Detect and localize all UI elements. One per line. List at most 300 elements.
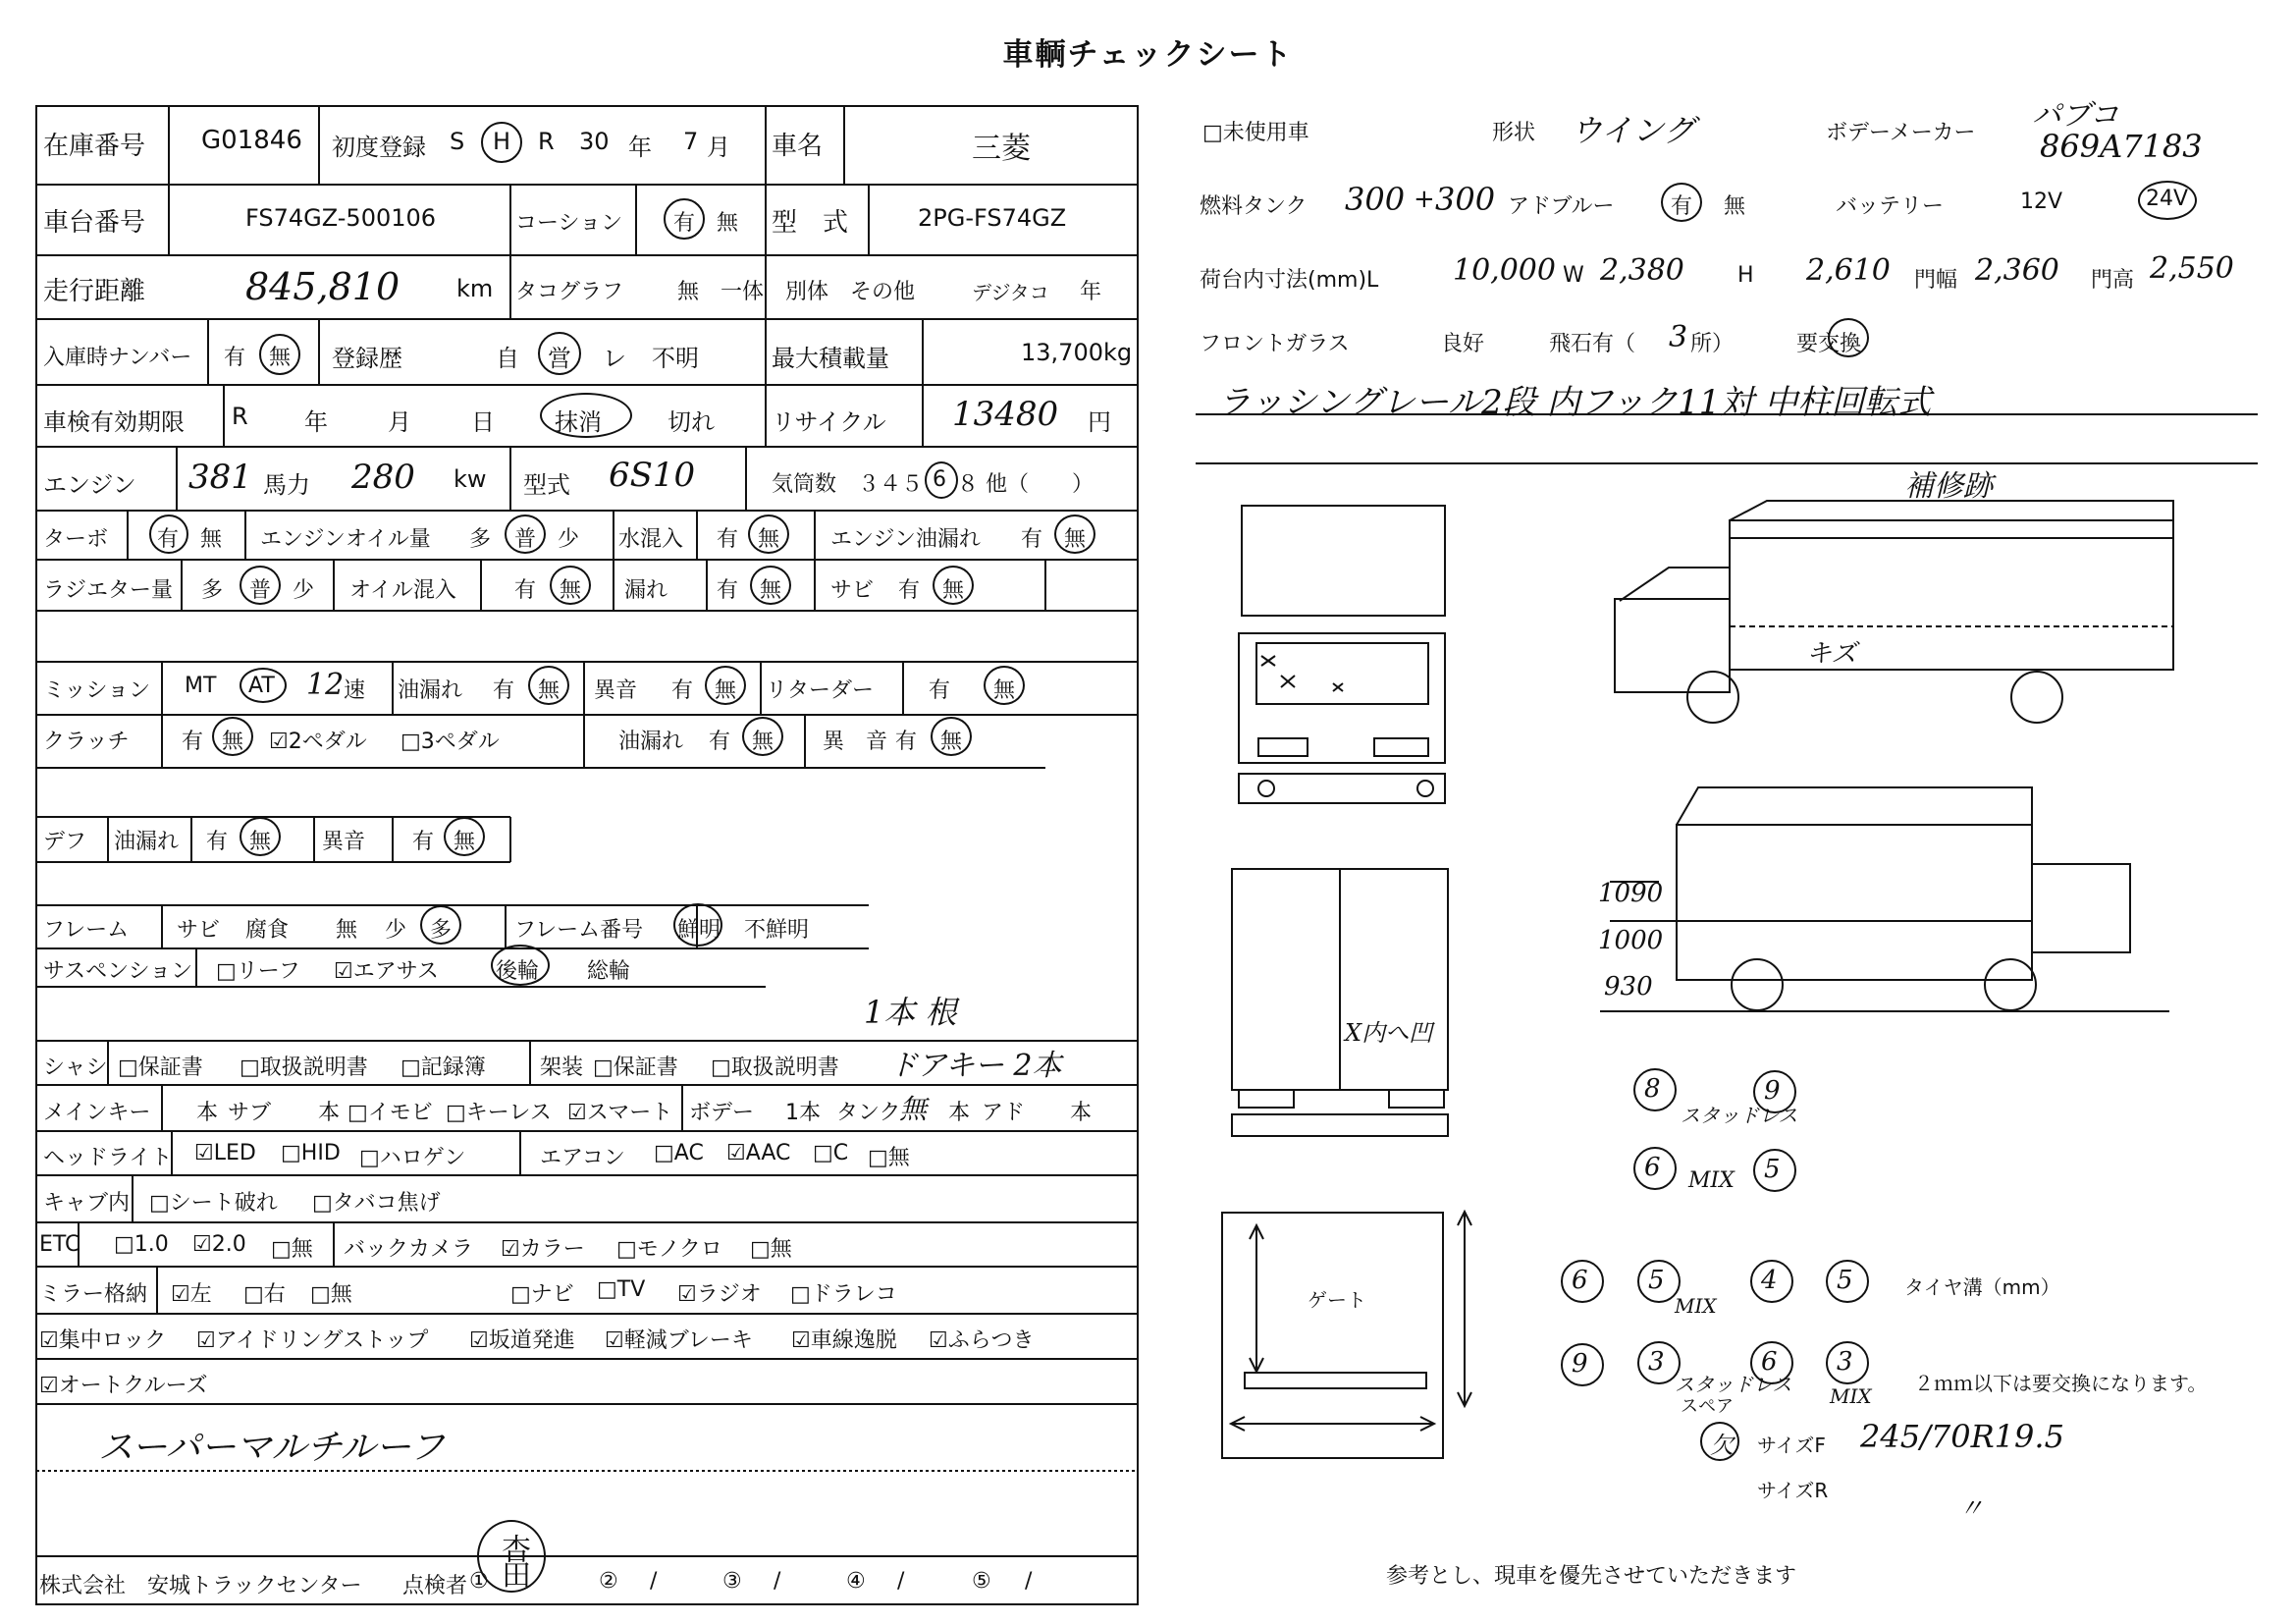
aircon-label: エアコン: [540, 1146, 625, 1170]
smart-key-label: スマート: [586, 1101, 673, 1125]
front-view-wheel-left: [1258, 781, 1274, 796]
body-maker-label: ボデーメーカー: [1826, 121, 1976, 145]
chassis-warranty: □保証書: [118, 1056, 203, 1080]
clutch-noise-yes: 有: [895, 730, 918, 754]
battery-label: バッテリー: [1836, 194, 1945, 219]
front-view-cargo: [1242, 506, 1445, 616]
cigarette-burn: □タバコ焦げ: [312, 1191, 441, 1216]
oil-mix-label: オイル混入: [349, 578, 456, 603]
inspection-expiry-label: 車検有効期限: [43, 408, 185, 436]
mission-noise-no: 無: [715, 678, 737, 703]
side-view-right-front-wheel: [1687, 672, 1738, 723]
frame-none: 無: [336, 918, 358, 943]
tire-value-6: 6: [1644, 1153, 1661, 1182]
hill-start: ☑坂道発進: [469, 1328, 575, 1353]
tachograph-digital: デジタコ: [972, 281, 1049, 304]
adblue-key-label: アド: [982, 1101, 1026, 1125]
leak-no: 無: [760, 578, 782, 603]
tire-r1-2: 5: [1648, 1266, 1665, 1295]
retarder-label: リターダー: [766, 678, 875, 703]
smart-key: ☑スマート: [567, 1101, 673, 1125]
oil-level-few: 少: [558, 527, 580, 552]
suspension-leaf-label: リーフ: [236, 959, 300, 984]
clutch-oil-leak-yes: 有: [709, 730, 731, 754]
checker-1: ①: [469, 1569, 489, 1594]
recycle-yen: 円: [1088, 408, 1111, 436]
chassis-docs-label: シャシ: [43, 1056, 108, 1080]
front-view-scratch-marks: [1261, 656, 1343, 691]
stock-number-value: G01846: [201, 126, 302, 155]
immobilizer-label: イモビ: [367, 1101, 433, 1125]
engine-oil-leak-yes: 有: [1021, 527, 1043, 552]
history-rental: レ: [603, 345, 626, 372]
diff-label: デフ: [43, 830, 87, 854]
mirror-right: □右: [243, 1282, 286, 1307]
mission-oil-leak-no: 無: [538, 678, 561, 703]
turbo-no: 無: [200, 527, 223, 552]
height-1090: 1090: [1598, 879, 1664, 908]
side-view-left-rear-wheel: [1732, 959, 1783, 1010]
headlight-led: ☑LED: [194, 1141, 256, 1165]
handwritten-door-key: ドアキー 2本: [888, 1049, 1062, 1083]
side-view-right-cab-top: [1620, 568, 1730, 601]
history-unknown: 不明: [652, 345, 699, 372]
mirror-none-label: 無: [330, 1282, 352, 1307]
adblue-no: 無: [1724, 194, 1746, 219]
vehicle-name-value: 三菱: [972, 132, 1031, 166]
chassis-record-label: 記録簿: [420, 1056, 486, 1080]
front-view-wheel-right: [1417, 781, 1433, 796]
windshield-replace: 要交換: [1796, 332, 1862, 356]
tire-r2-4: 3: [1837, 1347, 1853, 1377]
body-warranty-label: 保証書: [613, 1056, 678, 1080]
radio: ☑ラジオ: [677, 1282, 762, 1307]
height-1000: 1000: [1598, 926, 1664, 955]
tire-studless-2: スタッドレス: [1675, 1373, 1792, 1396]
battery-12v: 12V: [2020, 189, 2063, 214]
gate-label: ゲート: [1308, 1288, 1366, 1312]
caution-yes: 有: [673, 211, 696, 236]
body-serial: 869A7183: [2040, 128, 2203, 165]
headlight-hid: □HID: [281, 1141, 341, 1165]
radio-label: ラジオ: [696, 1282, 762, 1307]
auto-cruise: ☑オートクルーズ: [39, 1374, 208, 1398]
clutch-three-pedal-label: 3ペダル: [420, 730, 500, 754]
lane-departure: ☑車線逸脱: [791, 1328, 897, 1353]
etc-2: ☑2.0: [192, 1232, 246, 1257]
engine-type-value: 6S10: [609, 456, 696, 495]
engine-displacement: 381: [188, 458, 252, 497]
rust-no: 無: [942, 578, 965, 603]
cylinders-six: 6: [933, 467, 946, 492]
max-load-value: 13,700kg: [1021, 339, 1133, 366]
sub-key-count: 本: [318, 1101, 341, 1125]
shape-value: ウイング: [1571, 112, 1695, 149]
body-key-count: 1本: [785, 1101, 821, 1125]
idling-stop-label: アイドリングストップ: [215, 1328, 429, 1353]
aircon-none-label: 無: [887, 1146, 910, 1170]
clutch-oil-leak-label: 油漏れ: [618, 730, 684, 754]
tire-r2-1: 9: [1572, 1349, 1588, 1379]
spare-label: スペア: [1681, 1396, 1734, 1417]
body-manual-label: 取扱説明書: [730, 1056, 839, 1080]
reference-note: 参考とし、現車を優先させていただきます: [1386, 1564, 1797, 1589]
checker-2-slash: /: [650, 1569, 658, 1594]
immobilizer: □イモビ: [347, 1101, 433, 1125]
etc-2-label: 2.0: [211, 1232, 246, 1257]
back-camera-color-label: カラー: [519, 1237, 585, 1262]
aircon-ac-label: AC: [673, 1141, 704, 1165]
gate-view-frame: [1222, 1213, 1443, 1458]
suspension-air: ☑エアサス: [334, 959, 439, 984]
adblue-key-unit: 本: [1070, 1101, 1093, 1125]
engine-type-label: 型式: [523, 471, 570, 499]
suspension-total: 総輪: [587, 959, 631, 984]
seat-torn-label: シート破れ: [169, 1191, 278, 1216]
etc-1-label: 1.0: [133, 1232, 169, 1257]
windshield-chip-count: 3: [1669, 320, 1688, 354]
rear-view-lamp-left: [1239, 1090, 1294, 1108]
seat-torn: □シート破れ: [149, 1191, 278, 1216]
door-height: 2,550: [2150, 251, 2234, 286]
diff-oil-leak-no: 無: [249, 830, 272, 854]
side-view-right-cab: [1615, 599, 1730, 692]
tire-value-8: 8: [1644, 1074, 1661, 1104]
fuel-tank-b: 300: [1435, 181, 1496, 218]
oil-mix-no: 無: [560, 578, 582, 603]
registration-month: 7: [683, 128, 699, 155]
month-unit: 月: [707, 134, 730, 161]
side-view-left-cab: [2032, 864, 2130, 952]
engine-label: エンジン: [43, 471, 136, 499]
turbo-yes: 有: [157, 527, 180, 552]
cargo-height-label: H: [1737, 263, 1754, 288]
tank-key-unit: 本: [948, 1101, 971, 1125]
checker-stamp-text: 杏田: [496, 1534, 530, 1585]
frame-many: 多: [430, 918, 453, 943]
spare-mark: 欠: [1710, 1432, 1734, 1459]
water-mix-yes: 有: [717, 527, 739, 552]
tachograph-options: 無 一体 別体 その他: [677, 280, 916, 304]
frame-number-label: フレーム番号: [514, 918, 644, 943]
tire-mix-2: MIX: [1830, 1384, 1872, 1408]
central-lock-label: 集中ロック: [58, 1328, 167, 1353]
mileage-unit: km: [456, 275, 494, 302]
mission-at: AT: [248, 674, 275, 698]
headlight-hid-label: HID: [300, 1141, 341, 1165]
tachograph-label: タコグラフ: [515, 280, 624, 304]
unused-vehicle: □未使用車: [1202, 121, 1309, 145]
turbo-label: ターボ: [43, 527, 109, 552]
inspection-canceled: 抹消: [555, 408, 602, 436]
tire-r1-3: 4: [1761, 1266, 1778, 1295]
caution-label: コーション: [515, 211, 623, 236]
windshield-label: フロントガラス: [1200, 332, 1350, 356]
tire-studless-label: スタッドレス: [1681, 1104, 1798, 1127]
model-value: 2PG-FS74GZ: [918, 204, 1067, 232]
entry-plate-no: 無: [269, 346, 292, 370]
clutch-noise-label: 異 音: [823, 730, 888, 754]
front-view-bumper: [1239, 774, 1445, 803]
hill-start-label: 坂道発進: [488, 1328, 575, 1353]
engine-oil-leak-label: エンジン油漏れ: [830, 527, 981, 552]
front-view-headlight-left: [1258, 738, 1308, 756]
body-maker-value: パブコ: [2032, 98, 2119, 133]
tire-mix-label: MIX: [1688, 1168, 1735, 1193]
oil-level-normal: 普: [514, 527, 537, 552]
horsepower-value: 280: [351, 458, 415, 497]
aircon-aac: ☑AAC: [726, 1141, 791, 1165]
mission-oil-leak-label: 油漏れ: [398, 678, 463, 703]
main-key-count: 本: [196, 1101, 219, 1125]
idling-stop: ☑アイドリングストップ: [196, 1328, 429, 1353]
aircon-c-label: C: [832, 1141, 849, 1165]
inspection-expired: 切れ: [667, 408, 715, 436]
side-view-right-rear-wheel: [2011, 672, 2062, 723]
aircon-none: □無: [868, 1146, 910, 1170]
tire-mix-1: MIX: [1675, 1294, 1717, 1318]
diff-noise-no: 無: [454, 830, 476, 854]
water-mix-no: 無: [758, 527, 780, 552]
central-lock: ☑集中ロック: [39, 1328, 167, 1353]
headlight-halogen: □ハロゲン: [359, 1146, 466, 1170]
door-height-label: 門高: [2091, 268, 2135, 293]
rust-label: サビ: [830, 578, 875, 603]
frame-label: フレーム: [43, 918, 130, 943]
mirror-left: ☑左: [171, 1282, 212, 1307]
clutch-no: 無: [222, 730, 244, 754]
era-r: R: [538, 128, 555, 155]
tire-r2-3: 6: [1761, 1347, 1778, 1377]
mission-noise-yes: 有: [671, 678, 694, 703]
mirror-label: ミラー格納: [39, 1282, 148, 1307]
dashcam: □ドラレコ: [790, 1282, 897, 1307]
battery-24v: 24V: [2146, 187, 2189, 211]
frame-rust: サビ: [177, 918, 221, 943]
front-view-headlight-right: [1374, 738, 1428, 756]
clutch-two-pedal: ☑2ペダル: [269, 730, 367, 754]
kw-unit: kw: [454, 465, 487, 493]
history-commercial: 営: [548, 345, 571, 372]
tire-size-front-value: 245/70R19.5: [1860, 1418, 2064, 1455]
diff-noise-yes: 有: [412, 830, 435, 854]
side-view-left-front-wheel: [1985, 959, 2036, 1010]
vehicle-name-label: 車名: [772, 132, 824, 161]
mileage-value: 845,810: [245, 265, 400, 308]
chassis-record: □記録簿: [400, 1056, 486, 1080]
diff-noise-label: 異音: [322, 830, 366, 854]
side-view-left-roof: [1677, 787, 2032, 825]
auto-cruise-label: オートクルーズ: [58, 1374, 208, 1398]
diff-oil-leak-label: 油漏れ: [114, 830, 180, 854]
checker-2: ②: [599, 1569, 618, 1594]
tank-key-label: タンク: [836, 1101, 901, 1125]
era-s: S: [450, 128, 465, 155]
oil-level-label: エンジンオイル量: [260, 527, 431, 552]
mitigation-brake: ☑軽減ブレーキ: [605, 1328, 753, 1353]
inspection-month: 月: [388, 408, 411, 436]
chassis-number-value: FS74GZ-500106: [245, 204, 437, 232]
registration-year: 30: [579, 128, 610, 155]
etc-1: □1.0: [114, 1232, 169, 1257]
fuel-plus: +: [1414, 185, 1435, 214]
frame-number-clear: 鮮明: [677, 918, 721, 943]
tire-value-9: 9: [1764, 1076, 1781, 1106]
mission-speed-unit: 速: [344, 678, 366, 703]
recycle-value: 13480: [952, 395, 1059, 434]
checker-5: ⑤: [972, 1569, 991, 1594]
tire-value-5: 5: [1764, 1155, 1781, 1184]
suspension-label: サスペンション: [43, 959, 193, 984]
adblue-yes: 有: [1671, 194, 1693, 219]
etc-none-label: 無: [291, 1237, 313, 1262]
etc-none: □無: [271, 1237, 313, 1262]
aircon-ac: □AC: [654, 1141, 704, 1165]
side-view-right-cargo: [1730, 520, 2173, 670]
cab-label: キャブ内: [43, 1191, 131, 1216]
entry-plate-yes: 有: [224, 346, 246, 370]
cargo-height: 2,610: [1806, 253, 1891, 288]
recycle-label: リサイクル: [772, 408, 886, 436]
tv: □TV: [597, 1277, 646, 1302]
stock-number-label: 在庫番号: [43, 132, 146, 161]
tire-size-rear-label: サイズR: [1757, 1479, 1829, 1502]
clutch-two-pedal-label: 2ペダル: [288, 730, 367, 754]
year-unit: 年: [628, 134, 652, 161]
wobble-warning: ☑ふらつき: [929, 1328, 1035, 1353]
suspension-air-label: エアサス: [352, 959, 439, 984]
leak-label: 漏れ: [624, 578, 668, 603]
headlight-label: ヘッドライト: [43, 1146, 173, 1170]
radiator-normal: 普: [249, 578, 272, 603]
chassis-manual: □取扱説明書: [240, 1056, 368, 1080]
mirror-left-label: 左: [189, 1282, 212, 1307]
handwritten-key-top: 1本 根: [864, 994, 957, 1031]
water-mix-label: 水混入: [618, 527, 684, 552]
rear-inside-note: X内へ凹: [1345, 1019, 1433, 1047]
clutch-three-pedal: □3ペダル: [400, 730, 500, 754]
lane-departure-label: 車線逸脱: [810, 1328, 897, 1353]
cylinders-label: 気筒数: [772, 472, 837, 497]
chassis-manual-label: 取扱説明書: [259, 1056, 368, 1080]
model-label: 型 式: [772, 208, 849, 238]
frame-corrosion: 腐食: [245, 918, 290, 943]
caution-no: 無: [717, 211, 739, 236]
cylinders-rest: ８ 他（ ）: [957, 472, 1094, 497]
engine-oil-leak-no: 無: [1064, 527, 1087, 552]
radiator-few: 少: [293, 578, 315, 603]
wobble-warning-label: ふらつき: [947, 1328, 1035, 1353]
era-h: H: [493, 128, 511, 155]
cigarette-burn-label: タバコ焦げ: [332, 1191, 441, 1216]
gate-view-lift: [1245, 1373, 1426, 1388]
clutch-yes: 有: [182, 730, 204, 754]
back-camera-label: バックカメラ: [344, 1237, 474, 1262]
dashcam-label: ドラレコ: [810, 1282, 897, 1307]
cylinders-options: ３４５: [858, 472, 924, 497]
shape-label: 形状: [1492, 121, 1536, 145]
fuel-tank-a: 300: [1345, 181, 1406, 218]
clutch-label: クラッチ: [43, 730, 130, 754]
front-view-windshield: [1256, 643, 1428, 704]
headlight-led-label: LED: [213, 1141, 256, 1165]
tire-r1-4: 5: [1837, 1266, 1853, 1295]
entry-plate-label: 入庫時ナンバー: [43, 346, 192, 370]
oil-level-many: 多: [469, 527, 492, 552]
back-camera-none: □無: [750, 1237, 792, 1262]
mileage-label: 走行距離: [43, 277, 146, 306]
body-warranty: □保証書: [593, 1056, 678, 1080]
windshield-chip-tail: 所）: [1690, 332, 1735, 356]
height-930: 930: [1604, 972, 1653, 1001]
adblue-label: アドブルー: [1508, 194, 1615, 219]
inspection-year: 年: [304, 408, 328, 436]
mirror-right-label: 右: [263, 1282, 286, 1307]
retarder-yes: 有: [929, 678, 951, 703]
checker-4-slash: /: [897, 1569, 905, 1594]
tire-size-rear-value: 〃: [1958, 1494, 1985, 1524]
door-width: 2,360: [1975, 253, 2059, 288]
main-key-label: メインキー: [43, 1101, 151, 1125]
clutch-noise-no: 無: [940, 730, 963, 754]
windshield-good: 良好: [1441, 332, 1485, 356]
back-camera-mono: □モノクロ: [616, 1237, 722, 1262]
body-key-label: ボデー: [689, 1101, 755, 1125]
checker-5-slash: /: [1025, 1569, 1033, 1594]
checker-label: 点検者: [402, 1574, 468, 1598]
rust-yes: 有: [898, 578, 921, 603]
cargo-width: 2,380: [1600, 253, 1684, 288]
repair-mark-label: 補修跡: [1904, 469, 1993, 504]
checker-3: ③: [722, 1569, 742, 1594]
fuel-tank-label: 燃料タンク: [1200, 194, 1308, 219]
checker-3-slash: /: [774, 1569, 781, 1594]
horsepower-label: 馬力: [263, 471, 310, 499]
mission-mt: MT: [185, 674, 217, 698]
registration-history-label: 登録歴: [332, 345, 402, 372]
company-name: 株式会社 安城トラックセンター: [39, 1574, 362, 1598]
back-camera-mono-label: モノクロ: [636, 1237, 722, 1262]
oil-mix-yes: 有: [514, 578, 537, 603]
radiator-label: ラジエター量: [43, 578, 174, 603]
radiator-many: 多: [201, 578, 224, 603]
tire-r1-1: 6: [1572, 1266, 1588, 1295]
cargo-dims-label: 荷台内寸法(mm)L: [1200, 268, 1379, 293]
aircon-c: □C: [813, 1141, 849, 1165]
headlight-halogen-label: ハロゲン: [379, 1146, 466, 1170]
frame-few: 少: [385, 918, 407, 943]
chassis-number-label: 車台番号: [43, 208, 146, 238]
etc-label: ETC: [39, 1232, 80, 1257]
door-width-label: 門幅: [1914, 268, 1958, 293]
mitigation-brake-label: 軽減ブレーキ: [623, 1328, 753, 1353]
max-load-label: 最大積載量: [772, 345, 889, 372]
body-manual: □取扱説明書: [711, 1056, 839, 1080]
diff-oil-leak-yes: 有: [206, 830, 229, 854]
inspection-day: 日: [471, 408, 495, 436]
body-docs-label: 架装: [540, 1056, 584, 1080]
checker-4: ④: [846, 1569, 866, 1594]
tv-label: TV: [616, 1277, 646, 1302]
keyless-label: キーレス: [465, 1101, 552, 1125]
mission-label: ミッション: [43, 678, 151, 703]
navi-label: ナビ: [530, 1282, 574, 1307]
mission-speeds: 12: [306, 668, 345, 702]
retarder-no: 無: [993, 678, 1016, 703]
mission-oil-leak-yes: 有: [493, 678, 515, 703]
tire-warning: ２ｍｍ以下は要交換になります。: [1914, 1372, 2208, 1395]
mission-noise-label: 異音: [594, 678, 638, 703]
